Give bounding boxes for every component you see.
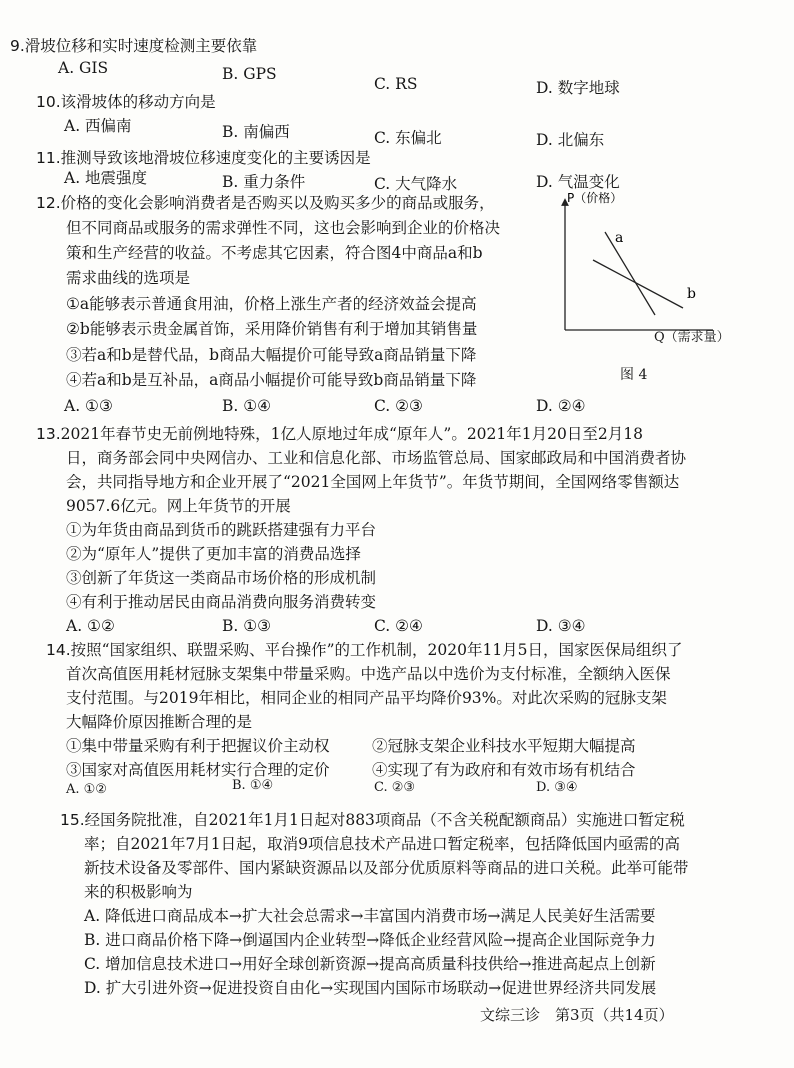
- fig4-label-b: b: [687, 286, 696, 302]
- q14-statement-1: ①集中带量采购有利于把握议价主动权: [66, 737, 330, 755]
- q13-option-b: B. ①③: [222, 617, 272, 635]
- q13-statement-3: ③创新了年货这一类商品市场价格的形成机制: [66, 569, 377, 587]
- q12-statement-1: ①a能够表示普通食用油，价格上涨生产者的经济效益会提高: [66, 295, 477, 313]
- q14-statement-4: ④实现了有为政府和有效市场有机结合: [372, 761, 636, 779]
- fig4-caption: 图 4: [620, 367, 648, 383]
- q14-line-1: 14.按照“国家组织、联盟采购、平台操作”的工作机制，2020年11月5日，国家医保局组织了: [46, 641, 683, 659]
- q12-statement-3: ③若a和b是替代品，b商品大幅提价可能导致a商品销量下降: [66, 346, 477, 364]
- q10-option-c: C. 东偏北: [374, 129, 442, 147]
- q10-stem: 10.该滑坡体的移动方向是: [36, 93, 216, 111]
- q13-statement-1: ①为年货由商品到货币的跳跃搭建强有力平台: [66, 521, 377, 539]
- q13-line-1: 13.2021年春节史无前例地特殊，1亿人原地过年成“原年人”。2021年1月20日至2月18: [36, 425, 643, 443]
- curve-a: [605, 232, 655, 315]
- fig4-label-a: a: [615, 230, 624, 246]
- q9-stem: 9.滑坡位移和实时速度检测主要依靠: [10, 37, 258, 55]
- q15-line-4: 来的积极影响为: [84, 883, 193, 901]
- q13-option-c: C. ②④: [374, 617, 423, 635]
- q14-line-4: 大幅降价原因推断合理的是: [66, 713, 253, 731]
- q14-line-2: 首次高值医用耗材冠脉支架集中带量采购。中选产品以中选价为支付标准，全额纳入医保: [66, 665, 671, 683]
- q10-option-a: A. 西偏南: [64, 117, 132, 135]
- q15-option-c: C. 增加信息技术进口→用好全球创新资源→提高高质量科技供给→推进高起点上创新: [84, 955, 656, 973]
- q15-option-d: D. 扩大引进外资→促进投资自由化→实现国内国际市场联动→促进世界经济共同发展: [84, 979, 657, 997]
- q15-line-2: 率；自2021年7月1日起，取消9项信息技术产品进口暂定税率，包括降低国内亟需的高: [84, 835, 681, 853]
- q9-option-c: C. RS: [374, 75, 418, 93]
- q15-line-3: 新技术设备及零部件、国内紧缺资源品以及部分优质原料等商品的进口关税。此举可能带: [84, 859, 689, 877]
- q14-statement-3: ③国家对高值医用耗材实行合理的定价: [66, 761, 330, 779]
- q14-option-d: D. ③④: [536, 780, 578, 795]
- q14-option-a: A. ①②: [66, 782, 107, 797]
- figure-4-demand-curves: [545, 190, 725, 340]
- q10-option-d: D. 北偏东: [536, 131, 605, 149]
- q9-option-d: D. 数字地球: [536, 79, 620, 97]
- q11-option-a: A. 地震强度: [64, 169, 148, 187]
- q13-line-4: 9057.6亿元。网上年货节的开展: [66, 497, 291, 515]
- q12-statement-4: ④若a和b是互补品，a商品小幅提价可能导致b商品销量下降: [66, 371, 477, 389]
- q12-line-4: 需求曲线的选项是: [66, 269, 191, 287]
- fig4-ylabel: P（价格）: [567, 191, 623, 205]
- q13-line-2: 日，商务部会同中央网信办、工业和信息化部、市场监管总局、国家邮政局和中国消费者协: [66, 449, 687, 467]
- q15-option-b: B. 进口商品价格下降→倒逼国内企业转型→降低企业经营风险→提高企业国际竞争力: [84, 931, 656, 949]
- q11-option-d: D. 气温变化: [536, 173, 620, 191]
- q14-option-c: C. ②③: [374, 780, 416, 795]
- q13-line-3: 会，共同指导地方和企业开展了“2021全国网上年货节”。年货节期间，全国网络零售额达: [66, 473, 680, 491]
- q10-option-b: B. 南偏西: [222, 123, 290, 141]
- q14-statement-2: ②冠脉支架企业科技水平短期大幅提高: [372, 737, 636, 755]
- fig4-xlabel: Q（需求量）: [654, 330, 730, 345]
- q14-line-3: 支付范围。与2019年相比，相同企业的相同产品平均降价93%。对此次采购的冠脉支架: [66, 689, 667, 707]
- q12-line-2: 但不同商品或服务的需求弹性不同，这也会影响到企业的价格决: [66, 219, 501, 237]
- q12-statement-2: ②b能够表示贵金属首饰，采用降价销售有利于增加其销售量: [66, 320, 478, 338]
- q14-option-b: B. ①④: [232, 778, 274, 793]
- q12-option-d: D. ②④: [536, 397, 586, 415]
- q13-option-d: D. ③④: [536, 617, 586, 635]
- page-footer: 文综三诊 第3页（共14页）: [480, 1006, 674, 1024]
- q15-line-1: 15.经国务院批准，自2021年1月1日起对883项商品（不含关税配额商品）实施进口暂定税: [60, 811, 685, 829]
- q11-option-b: B. 重力条件: [222, 173, 306, 191]
- q9-option-a: A. GIS: [58, 59, 109, 77]
- q13-option-a: A. ①②: [66, 617, 115, 635]
- q9-option-b: B. GPS: [222, 65, 277, 83]
- q13-statement-2: ②为“原年人”提供了更加丰富的消费品选择: [66, 545, 361, 563]
- q11-option-c: C. 大气降水: [374, 175, 458, 193]
- q15-option-a: A. 降低进口商品成本→扩大社会总需求→丰富国内消费市场→满足人民美好生活需要: [84, 907, 656, 925]
- q12-line-1: 12.价格的变化会影响消费者是否购买以及购买多少的商品或服务，: [36, 194, 495, 212]
- q13-statement-4: ④有利于推动居民由商品消费向服务消费转变: [66, 593, 377, 611]
- q12-option-c: C. ②③: [374, 397, 423, 415]
- curve-b: [593, 260, 683, 308]
- q12-line-3: 策和生产经营的收益。不考虑其它因素，符合图4中商品a和b: [66, 244, 483, 262]
- q12-option-a: A. ①③: [64, 397, 113, 415]
- q11-stem: 11.推测导致该地滑坡位移速度变化的主要诱因是: [36, 149, 371, 167]
- q12-option-b: B. ①④: [222, 397, 272, 415]
